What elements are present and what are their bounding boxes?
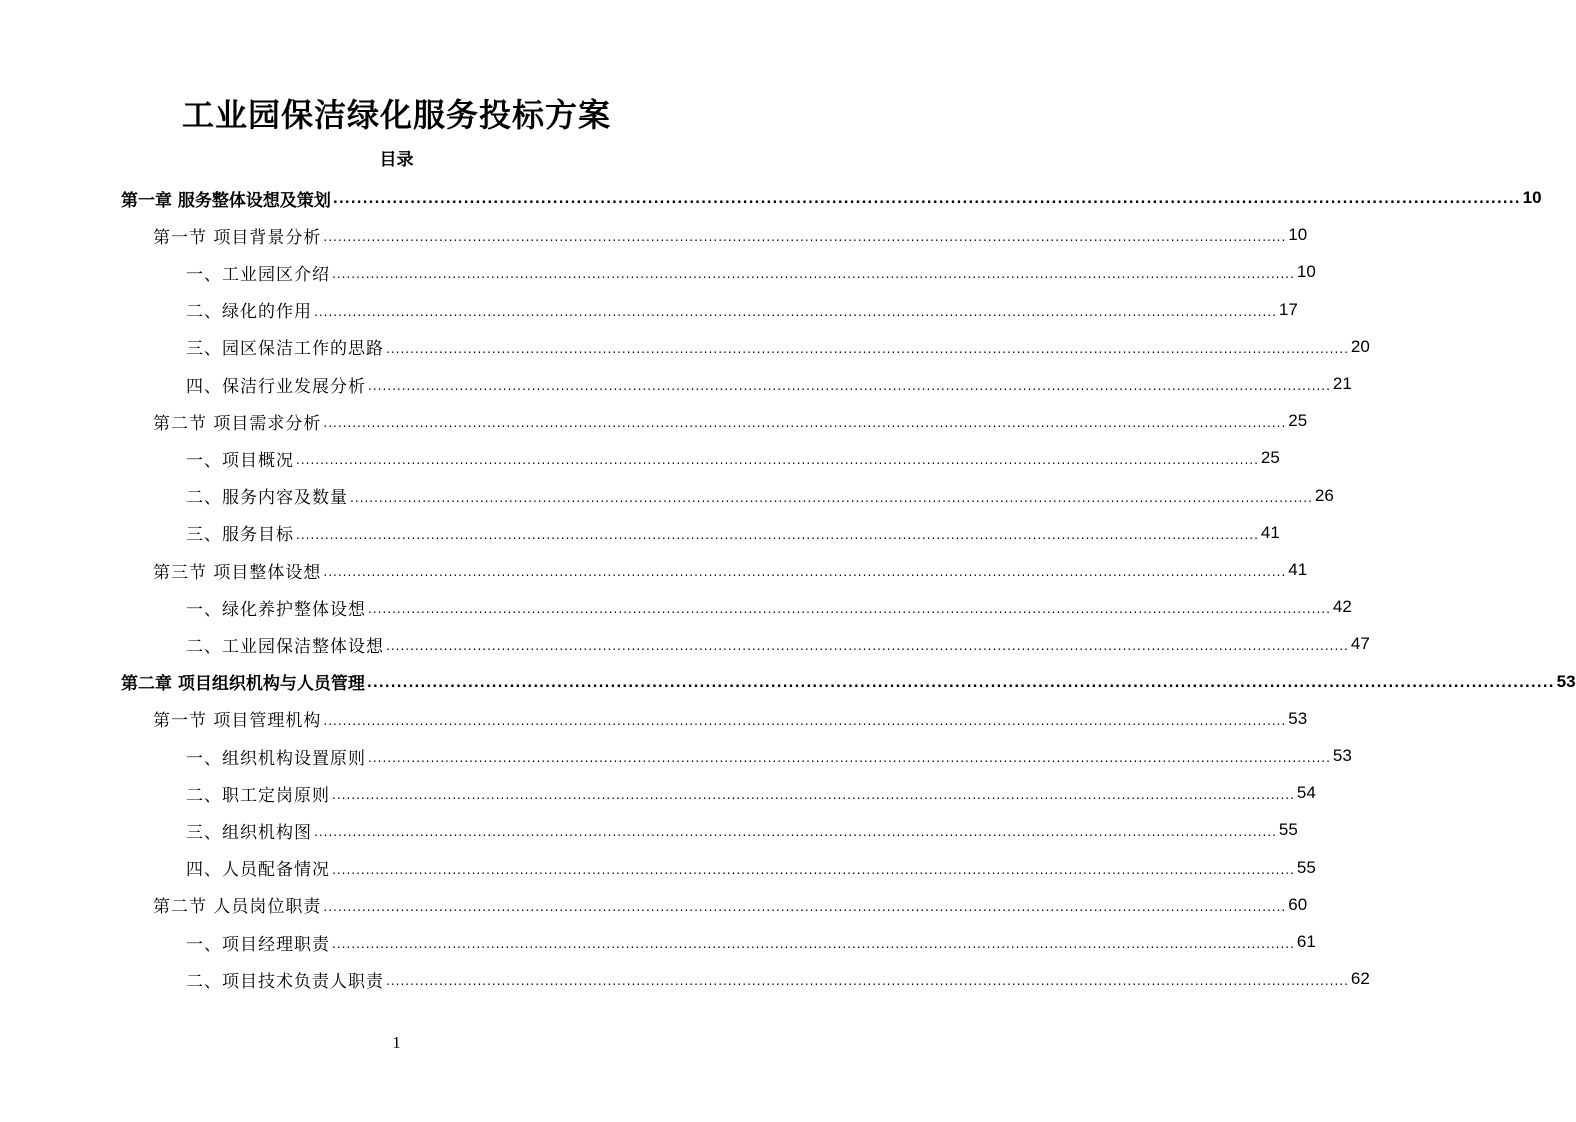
toc-entry-title: 四、人员配备情况 — [186, 860, 330, 881]
toc-entry-page: 55 — [1296, 857, 1316, 877]
toc-entry-page: 26 — [1314, 485, 1334, 505]
toc-entry-page: 41 — [1260, 522, 1280, 542]
toc-leader-dots: ........................................................................................................................................................................................................ — [296, 453, 1259, 468]
toc-entry[interactable] — [186, 369, 1352, 399]
toc-leader-dots: ........................................................................................................................................................................................................ — [366, 675, 1555, 691]
toc-leader-dots: ........................................................................................................................................................................................................ — [323, 230, 1287, 245]
toc-entry-page: 54 — [1296, 783, 1316, 803]
toc-entry-title: 二、项目技术负责人职责 — [186, 971, 384, 992]
toc-entry[interactable] — [186, 964, 1370, 994]
toc-entry[interactable] — [186, 853, 1316, 883]
toc-entry[interactable] — [186, 257, 1316, 287]
toc-heading: 目录 — [379, 150, 414, 170]
toc-entry[interactable] — [153, 890, 1308, 920]
toc-leader-dots: ........................................................................................................................................................................................................ — [323, 565, 1287, 579]
toc-entry[interactable] — [186, 518, 1280, 548]
toc-entry-title: 三、组织机构图 — [186, 822, 312, 843]
toc-leader-dots: ........................................................................................................................................................................................................ — [332, 192, 1521, 207]
toc-entry-title: 一、项目经理职责 — [186, 934, 330, 955]
toc-entry-title: 第三节 项目整体设想 — [153, 562, 322, 583]
page-number: 1 — [392, 1033, 401, 1052]
toc-leader-dots: ........................................................................................................................................................................................................ — [368, 751, 1331, 765]
toc-entry-page: 21 — [1332, 374, 1352, 393]
toc-entry[interactable] — [186, 927, 1316, 957]
toc-entry-page: 17 — [1278, 299, 1298, 319]
toc-leader-dots: ........................................................................................................................................................................................................ — [332, 937, 1295, 951]
toc-entry-title: 三、园区保洁工作的思路 — [186, 339, 384, 360]
toc-entry[interactable] — [153, 704, 1308, 734]
toc-entry-title: 二、服务内容及数量 — [186, 488, 348, 509]
toc-entry-page: 41 — [1288, 560, 1308, 579]
toc-entry[interactable] — [186, 741, 1352, 771]
toc-entry-title: 第一章 服务整体设想及策划 — [121, 190, 331, 211]
document-title: 工业园保洁绿化服务投标方案 — [181, 96, 611, 134]
toc-entry-page: 55 — [1278, 820, 1298, 840]
toc-leader-dots: ........................................................................................................................................................................................................ — [368, 602, 1331, 617]
toc-entry-title: 第二节 项目需求分析 — [153, 413, 322, 434]
toc-entry-title: 一、绿化养护整体设想 — [186, 599, 366, 620]
toc-leader-dots: ........................................................................................................................................................................................................ — [386, 639, 1349, 654]
toc-entry[interactable] — [186, 332, 1370, 362]
toc-entry-title: 三、服务目标 — [186, 525, 294, 546]
toc-entry-title: 二、工业园保洁整体设想 — [186, 636, 384, 657]
toc-entry-title: 二、绿化的作用 — [186, 302, 312, 323]
toc-entry[interactable] — [186, 815, 1298, 845]
toc-leader-dots: ........................................................................................................................................................................................................ — [323, 416, 1287, 431]
toc-entry-page: 20 — [1350, 336, 1370, 356]
toc-entry-title: 二、职工定岗原则 — [186, 785, 330, 806]
toc-entry[interactable] — [186, 778, 1316, 808]
toc-entry-title: 四、保洁行业发展分析 — [186, 376, 366, 397]
toc-entry-page: 47 — [1350, 634, 1370, 654]
toc-entry[interactable] — [121, 667, 1576, 697]
toc-leader-dots: ........................................................................................................................................................................................................ — [332, 788, 1295, 803]
toc-entry-title: 第二节 人员岗位职责 — [153, 897, 322, 918]
toc-leader-dots: ........................................................................................................................................................................................................ — [314, 825, 1277, 840]
toc-entry-page: 61 — [1296, 932, 1316, 951]
toc-entry-page: 25 — [1288, 411, 1308, 431]
toc-leader-dots: ........................................................................................................................................................................................................ — [332, 862, 1295, 877]
toc-entry[interactable] — [153, 555, 1308, 585]
toc-leader-dots: ........................................................................................................................................................................................................ — [314, 304, 1277, 319]
toc-entry-page: 42 — [1332, 597, 1352, 617]
toc-entry-title: 第一节 项目背景分析 — [153, 227, 322, 248]
toc-leader-dots: ........................................................................................................................................................................................................ — [368, 379, 1331, 393]
toc-entry-title: 一、项目概况 — [186, 450, 294, 471]
toc-leader-dots: ........................................................................................................................................................................................................ — [386, 341, 1349, 356]
toc-leader-dots: ........................................................................................................................................................................................................ — [332, 267, 1295, 282]
toc-leader-dots: ........................................................................................................................................................................................................ — [296, 527, 1259, 542]
toc-entry-title: 第二章 项目组织机构与人员管理 — [121, 674, 365, 695]
toc-entry[interactable] — [121, 183, 1542, 213]
toc-entry-page: 60 — [1288, 894, 1308, 914]
toc-entry-page: 53 — [1288, 708, 1308, 728]
toc-entry[interactable] — [186, 629, 1370, 659]
toc-leader-dots: ........................................................................................................................................................................................................ — [323, 899, 1287, 914]
toc-entry-page: 62 — [1350, 969, 1370, 989]
toc-entry-page: 53 — [1332, 746, 1352, 765]
toc-entry[interactable] — [186, 592, 1352, 622]
toc-entry-page: 10 — [1522, 188, 1542, 207]
toc-entry-title: 一、组织机构设置原则 — [186, 748, 366, 769]
toc-entry-page: 25 — [1260, 448, 1280, 468]
toc-entry-page: 10 — [1296, 262, 1316, 282]
toc-leader-dots: ........................................................................................................................................................................................................ — [350, 490, 1313, 505]
toc-entry-title: 第一节 项目管理机构 — [153, 711, 322, 732]
toc-entry[interactable] — [186, 443, 1280, 473]
toc-entry-page: 10 — [1288, 225, 1308, 245]
toc-leader-dots: ........................................................................................................................................................................................................ — [386, 974, 1349, 989]
toc-leader-dots: ........................................................................................................................................................................................................ — [323, 713, 1287, 728]
toc-entry[interactable] — [186, 481, 1334, 511]
toc-entry-page: 53 — [1556, 671, 1576, 691]
toc-entry-title: 一、工业园区介绍 — [186, 264, 330, 285]
toc-entry[interactable] — [153, 406, 1308, 436]
toc-entry[interactable] — [153, 220, 1308, 250]
toc-entry[interactable] — [186, 295, 1298, 325]
